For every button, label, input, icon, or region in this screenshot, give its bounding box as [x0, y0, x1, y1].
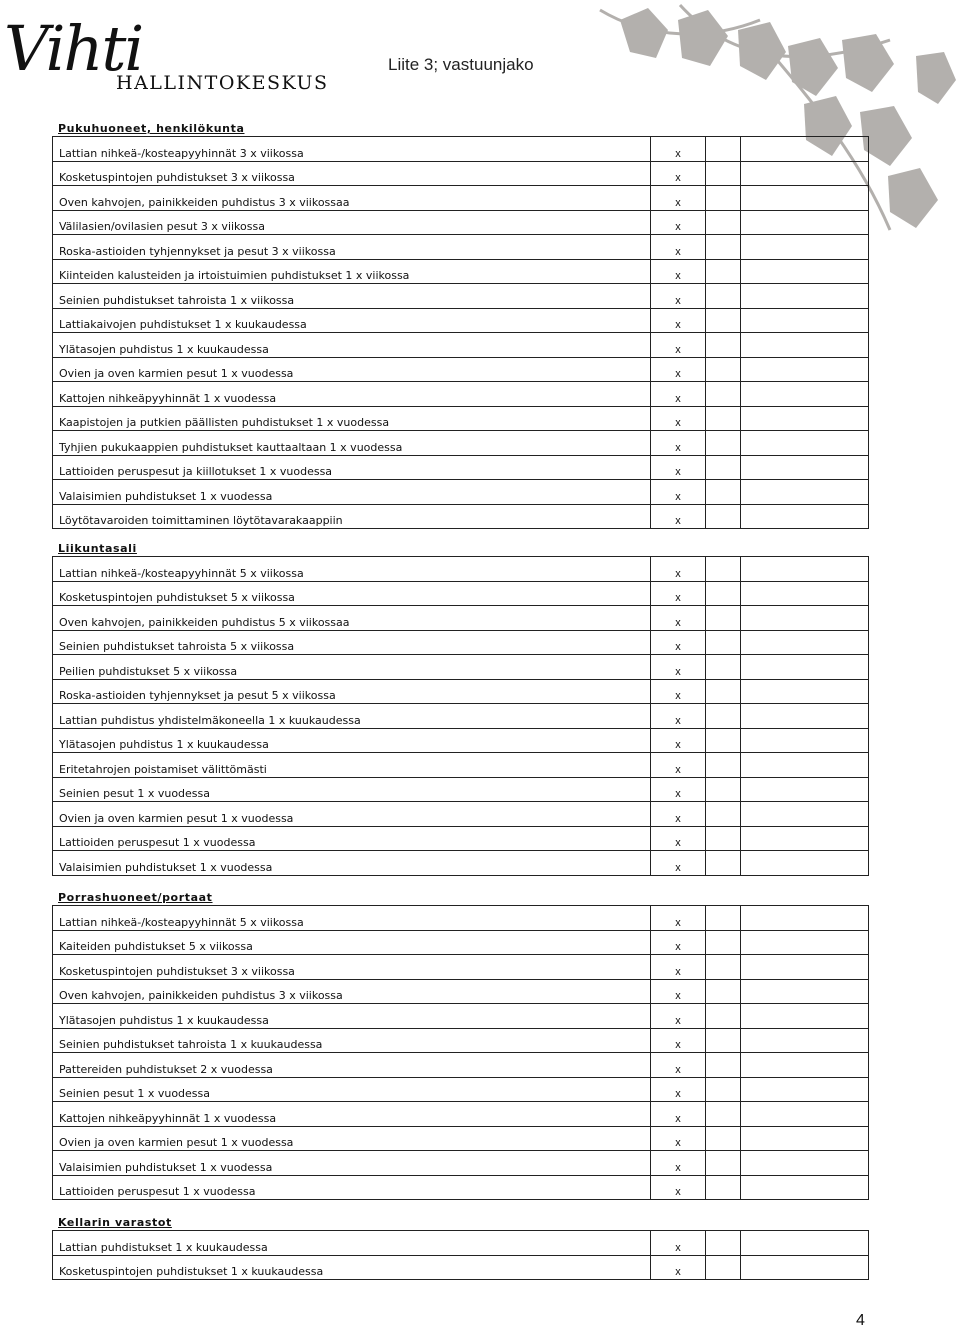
empty-cell	[741, 210, 869, 235]
task-table	[52, 1230, 869, 1280]
empty-cell	[741, 802, 869, 827]
empty-cell	[706, 753, 741, 778]
section-title: Porrashuoneet/portaat	[58, 891, 213, 904]
leaf-icon	[888, 168, 938, 228]
table-row	[53, 906, 869, 931]
empty-cell	[706, 161, 741, 186]
task-cell: Kosketuspintojen puhdistukset 5 x viikossa	[53, 581, 651, 606]
task-cell: Lattian nihkeä-/kosteapyyhinnät 5 x viikossa	[53, 557, 651, 582]
responsibility-mark-cell: x	[651, 504, 706, 529]
responsibility-mark-cell: x	[651, 1004, 706, 1029]
task-cell: Oven kahvojen, painikkeiden puhdistus 5 x viikossaa	[53, 606, 651, 631]
table-row	[53, 161, 869, 186]
table-row	[53, 333, 869, 358]
task-table	[52, 556, 869, 876]
empty-cell	[706, 308, 741, 333]
table-row	[53, 753, 869, 778]
table-row	[53, 851, 869, 876]
task-cell: Kiinteiden kalusteiden ja irtoistuimien puhdistukset 1 x viikossa	[53, 259, 651, 284]
responsibility-mark-cell: x	[651, 333, 706, 358]
responsibility-mark-cell: x	[651, 455, 706, 480]
empty-cell	[706, 1028, 741, 1053]
section-title: Pukuhuoneet, henkilökunta	[58, 122, 245, 135]
responsibility-mark-cell: x	[651, 1231, 706, 1256]
empty-cell	[706, 406, 741, 431]
empty-cell	[741, 480, 869, 505]
table-row	[53, 137, 869, 162]
responsibility-mark-cell: x	[651, 382, 706, 407]
table-row	[53, 480, 869, 505]
responsibility-mark-cell: x	[651, 480, 706, 505]
empty-cell	[706, 382, 741, 407]
empty-cell	[706, 802, 741, 827]
empty-cell	[741, 333, 869, 358]
responsibility-mark-cell: x	[651, 704, 706, 729]
responsibility-mark-cell: x	[651, 826, 706, 851]
empty-cell	[741, 1126, 869, 1151]
empty-cell	[706, 581, 741, 606]
leaf-icon	[738, 22, 786, 80]
empty-cell	[741, 630, 869, 655]
task-cell: Kattojen nihkeäpyyhinnät 1 x vuodessa	[53, 382, 651, 407]
responsibility-mark-cell: x	[651, 802, 706, 827]
empty-cell	[706, 704, 741, 729]
empty-cell	[706, 284, 741, 309]
responsibility-mark-cell: x	[651, 753, 706, 778]
empty-cell	[706, 777, 741, 802]
empty-cell	[706, 1102, 741, 1127]
responsibility-mark-cell: x	[651, 284, 706, 309]
task-cell: Lattioiden peruspesut 1 x vuodessa	[53, 826, 651, 851]
empty-cell	[741, 704, 869, 729]
empty-cell	[706, 357, 741, 382]
empty-cell	[706, 955, 741, 980]
table-row	[53, 630, 869, 655]
table-row	[53, 581, 869, 606]
empty-cell	[741, 906, 869, 931]
empty-cell	[706, 333, 741, 358]
table-row	[53, 955, 869, 980]
empty-cell	[741, 308, 869, 333]
empty-cell	[741, 161, 869, 186]
empty-cell	[706, 1175, 741, 1200]
empty-cell	[706, 1255, 741, 1280]
task-cell: Oven kahvojen, painikkeiden puhdistus 3 x viikossaa	[53, 186, 651, 211]
responsibility-mark-cell: x	[651, 955, 706, 980]
table-row	[53, 455, 869, 480]
empty-cell	[741, 1053, 869, 1078]
empty-cell	[706, 1077, 741, 1102]
table-row	[53, 979, 869, 1004]
empty-cell	[741, 655, 869, 680]
document-label: Liite 3; vastuunjako	[388, 55, 534, 74]
task-cell: Roska-astioiden tyhjennykset ja pesut 3 x viikossa	[53, 235, 651, 260]
responsibility-mark-cell: x	[651, 1077, 706, 1102]
task-cell: Kosketuspintojen puhdistukset 1 x kuukaudessa	[53, 1255, 651, 1280]
table-row	[53, 679, 869, 704]
empty-cell	[706, 906, 741, 931]
empty-cell	[741, 930, 869, 955]
vihti-logo	[4, 12, 329, 94]
empty-cell	[741, 455, 869, 480]
empty-cell	[741, 284, 869, 309]
table-row	[53, 406, 869, 431]
responsibility-mark-cell: x	[651, 557, 706, 582]
empty-cell	[741, 1231, 869, 1256]
empty-cell	[741, 1028, 869, 1053]
section-title: Kellarin varastot	[58, 1216, 172, 1229]
responsibility-mark-cell: x	[651, 679, 706, 704]
empty-cell	[706, 1053, 741, 1078]
empty-cell	[741, 1175, 869, 1200]
empty-cell	[741, 186, 869, 211]
task-table	[52, 136, 869, 529]
task-cell: Ovien ja oven karmien pesut 1 x vuodessa	[53, 1126, 651, 1151]
table-row	[53, 284, 869, 309]
empty-cell	[741, 557, 869, 582]
leaf-icon	[678, 10, 728, 66]
task-cell: Välilasien/ovilasien pesut 3 x viikossa	[53, 210, 651, 235]
table-row	[53, 826, 869, 851]
table-row	[53, 655, 869, 680]
empty-cell	[741, 606, 869, 631]
table-row	[53, 259, 869, 284]
responsibility-mark-cell: x	[651, 728, 706, 753]
empty-cell	[706, 728, 741, 753]
task-cell: Valaisimien puhdistukset 1 x vuodessa	[53, 1151, 651, 1176]
empty-cell	[741, 357, 869, 382]
table-row	[53, 930, 869, 955]
table-row	[53, 308, 869, 333]
empty-cell	[706, 504, 741, 529]
table-row	[53, 1231, 869, 1256]
task-cell: Lattian puhdistukset 1 x kuukaudessa	[53, 1231, 651, 1256]
task-table	[52, 905, 869, 1200]
table-row	[53, 235, 869, 260]
empty-cell	[706, 186, 741, 211]
empty-cell	[741, 728, 869, 753]
responsibility-mark-cell: x	[651, 581, 706, 606]
leaf-icon	[916, 52, 956, 104]
responsibility-mark-cell: x	[651, 777, 706, 802]
empty-cell	[741, 431, 869, 456]
task-cell: Ovien ja oven karmien pesut 1 x vuodessa	[53, 357, 651, 382]
empty-cell	[741, 826, 869, 851]
table-row	[53, 382, 869, 407]
task-cell: Kosketuspintojen puhdistukset 3 x viikossa	[53, 161, 651, 186]
responsibility-mark-cell: x	[651, 1126, 706, 1151]
task-cell: Valaisimien puhdistukset 1 x vuodessa	[53, 480, 651, 505]
responsibility-mark-cell: x	[651, 1151, 706, 1176]
responsibility-mark-cell: x	[651, 1175, 706, 1200]
empty-cell	[706, 259, 741, 284]
responsibility-mark-cell: x	[651, 979, 706, 1004]
task-cell: Seinien puhdistukset tahroista 5 x viikossa	[53, 630, 651, 655]
empty-cell	[741, 1102, 869, 1127]
task-cell: Kaapistojen ja putkien päällisten puhdistukset 1 x vuodessa	[53, 406, 651, 431]
section-title: Liikuntasali	[58, 542, 137, 555]
task-cell: Ylätasojen puhdistus 1 x kuukaudessa	[53, 1004, 651, 1029]
empty-cell	[741, 979, 869, 1004]
task-cell: Ylätasojen puhdistus 1 x kuukaudessa	[53, 728, 651, 753]
task-cell: Peilien puhdistukset 5 x viikossa	[53, 655, 651, 680]
table-row	[53, 1004, 869, 1029]
task-cell: Ovien ja oven karmien pesut 1 x vuodessa	[53, 802, 651, 827]
empty-cell	[706, 431, 741, 456]
responsibility-mark-cell: x	[651, 655, 706, 680]
empty-cell	[741, 235, 869, 260]
task-cell: Kaiteiden puhdistukset 5 x viikossa	[53, 930, 651, 955]
table-row	[53, 1028, 869, 1053]
leaf-icon	[788, 38, 838, 96]
empty-cell	[706, 1126, 741, 1151]
table-row	[53, 1102, 869, 1127]
responsibility-mark-cell: x	[651, 186, 706, 211]
table-row	[53, 606, 869, 631]
empty-cell	[741, 1255, 869, 1280]
task-cell: Lattioiden peruspesut ja kiillotukset 1 x vuodessa	[53, 455, 651, 480]
task-cell: Seinien puhdistukset tahroista 1 x viikossa	[53, 284, 651, 309]
empty-cell	[706, 655, 741, 680]
logo-script-text: Vihti	[4, 12, 143, 85]
task-cell: Lattian nihkeä-/kosteapyyhinnät 3 x viikossa	[53, 137, 651, 162]
empty-cell	[741, 581, 869, 606]
responsibility-mark-cell: x	[651, 357, 706, 382]
responsibility-mark-cell: x	[651, 235, 706, 260]
task-cell: Lattian puhdistus yhdistelmäkoneella 1 x kuukaudessa	[53, 704, 651, 729]
responsibility-mark-cell: x	[651, 1028, 706, 1053]
empty-cell	[741, 504, 869, 529]
responsibility-mark-cell: x	[651, 906, 706, 931]
empty-cell	[741, 679, 869, 704]
empty-cell	[741, 259, 869, 284]
responsibility-mark-cell: x	[651, 1053, 706, 1078]
task-cell: Ylätasojen puhdistus 1 x kuukaudessa	[53, 333, 651, 358]
task-cell: Seinien pesut 1 x vuodessa	[53, 1077, 651, 1102]
logo-subtitle: HALLINTOKESKUS	[116, 72, 329, 94]
empty-cell	[741, 1151, 869, 1176]
table-row	[53, 1077, 869, 1102]
leaf-icon	[620, 8, 668, 58]
page-number: 4	[856, 1312, 865, 1329]
responsibility-mark-cell: x	[651, 930, 706, 955]
table-row	[53, 210, 869, 235]
responsibility-mark-cell: x	[651, 161, 706, 186]
empty-cell	[706, 480, 741, 505]
empty-cell	[741, 851, 869, 876]
empty-cell	[706, 235, 741, 260]
table-row	[53, 728, 869, 753]
responsibility-mark-cell: x	[651, 630, 706, 655]
task-cell: Seinien puhdistukset tahroista 1 x kuukaudessa	[53, 1028, 651, 1053]
task-cell: Roska-astioiden tyhjennykset ja pesut 5 x viikossa	[53, 679, 651, 704]
task-cell: Pattereiden puhdistukset 2 x vuodessa	[53, 1053, 651, 1078]
responsibility-mark-cell: x	[651, 851, 706, 876]
table-row	[53, 557, 869, 582]
task-cell: Kosketuspintojen puhdistukset 3 x viikossa	[53, 955, 651, 980]
table-row	[53, 1255, 869, 1280]
responsibility-mark-cell: x	[651, 431, 706, 456]
task-cell: Lattiakaivojen puhdistukset 1 x kuukaudessa	[53, 308, 651, 333]
empty-cell	[706, 210, 741, 235]
task-cell: Seinien pesut 1 x vuodessa	[53, 777, 651, 802]
task-cell: Valaisimien puhdistukset 1 x vuodessa	[53, 851, 651, 876]
empty-cell	[741, 777, 869, 802]
task-cell: Tyhjien pukukaappien puhdistukset kauttaaltaan 1 x vuodessa	[53, 431, 651, 456]
table-row	[53, 186, 869, 211]
table-row	[53, 1151, 869, 1176]
responsibility-mark-cell: x	[651, 210, 706, 235]
empty-cell	[706, 930, 741, 955]
empty-cell	[706, 679, 741, 704]
empty-cell	[706, 1004, 741, 1029]
empty-cell	[706, 557, 741, 582]
empty-cell	[741, 406, 869, 431]
empty-cell	[706, 455, 741, 480]
table-row	[53, 504, 869, 529]
table-row	[53, 777, 869, 802]
table-row	[53, 1126, 869, 1151]
empty-cell	[706, 1231, 741, 1256]
empty-cell	[706, 137, 741, 162]
empty-cell	[706, 606, 741, 631]
empty-cell	[741, 753, 869, 778]
table-row	[53, 802, 869, 827]
responsibility-mark-cell: x	[651, 137, 706, 162]
empty-cell	[706, 1151, 741, 1176]
task-cell: Eritetahrojen poistamiset välittömästi	[53, 753, 651, 778]
responsibility-mark-cell: x	[651, 259, 706, 284]
table-row	[53, 431, 869, 456]
task-cell: Oven kahvojen, painikkeiden puhdistus 3 x viikossa	[53, 979, 651, 1004]
empty-cell	[706, 851, 741, 876]
responsibility-mark-cell: x	[651, 606, 706, 631]
table-row	[53, 704, 869, 729]
responsibility-mark-cell: x	[651, 308, 706, 333]
task-cell: Löytötavaroiden toimittaminen löytötavarakaappiin	[53, 504, 651, 529]
empty-cell	[741, 137, 869, 162]
empty-cell	[741, 955, 869, 980]
responsibility-mark-cell: x	[651, 406, 706, 431]
task-cell: Kattojen nihkeäpyyhinnät 1 x vuodessa	[53, 1102, 651, 1127]
responsibility-mark-cell: x	[651, 1102, 706, 1127]
empty-cell	[706, 979, 741, 1004]
task-cell: Lattioiden peruspesut 1 x vuodessa	[53, 1175, 651, 1200]
empty-cell	[741, 1077, 869, 1102]
empty-cell	[706, 826, 741, 851]
empty-cell	[706, 630, 741, 655]
table-row	[53, 1053, 869, 1078]
empty-cell	[741, 382, 869, 407]
task-cell: Lattian nihkeä-/kosteapyyhinnät 5 x viikossa	[53, 906, 651, 931]
empty-cell	[741, 1004, 869, 1029]
table-row	[53, 357, 869, 382]
responsibility-mark-cell: x	[651, 1255, 706, 1280]
table-row	[53, 1175, 869, 1200]
